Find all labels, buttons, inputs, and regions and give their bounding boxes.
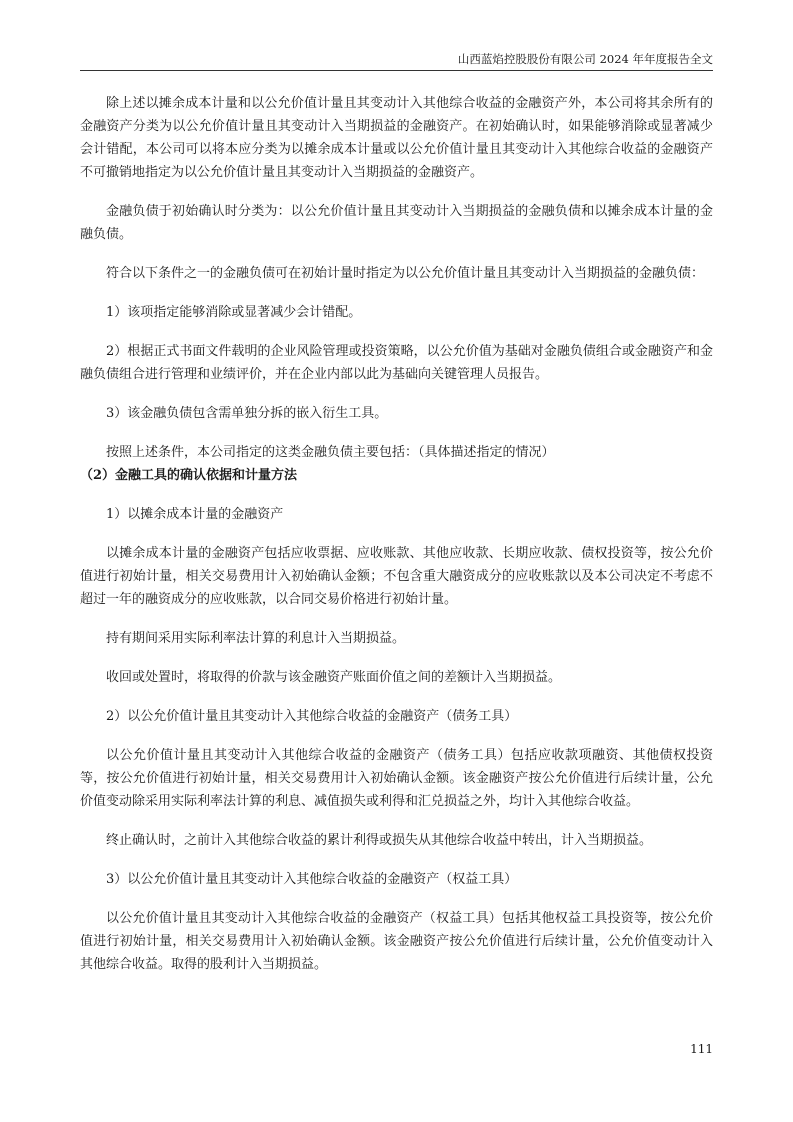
- paragraph: 金融负债于初始确认时分类为：以公允价值计量且其变动计入当期损益的金融负债和以摊余成本计量的金融负债。: [80, 204, 713, 242]
- section-heading: （2）金融工具的确认依据和计量方法: [80, 468, 298, 483]
- paragraph: 终止确认时，之前计入其他综合收益的累计利得或损失从其他综合收益中转出，计入当期损益。: [106, 833, 653, 848]
- paragraph: 除上述以摊余成本计量和以公允价值计量且其变动计入其他综合收益的金融资产外，本公司将其余所有的金融资产分类为以公允价值计量且其变动计入当期损益的金融资产。在初始确认时，如果能够消除或显著减少会计错配，本公司可以将本应分类为以摊余成本计量或以公允价值计量且其变动计入其他综合收益的金融资产不可撤销地指定为以公允价值计量且其变动计入当期损益的金融资产。: [80, 96, 713, 180]
- paragraph: 收回或处置时，将取得的价款与该金融资产账面价值之间的差额计入当期损益。: [106, 670, 562, 685]
- header-title: 山西蓝焰控股股份有限公司 2024 年年度报告全文: [457, 52, 713, 66]
- subsection-heading: 2）以公允价值计量且其变动计入其他综合收益的金融资产（债务工具）: [106, 709, 518, 724]
- page-number: 111: [690, 1042, 713, 1056]
- list-item: 1）该项指定能够消除或显著减少会计错配。: [106, 305, 362, 320]
- subsection-heading: 1）以摊余成本计量的金融资产: [106, 507, 284, 522]
- paragraph: 持有期间采用实际利率法计算的利息计入当期损益。: [106, 631, 406, 646]
- paragraph: 以摊余成本计量的金融资产包括应收票据、应收账款、其他应收款、长期应收款、债权投资等，按公允价值进行初始计量，相关交易费用计入初始确认金额；不包含重大融资成分的应收账款以及本公司决定不考虑不超过一年的融资成分的应收账款，以合同交易价格进行初始计量。: [80, 546, 713, 607]
- list-item: 2）根据正式书面文件载明的企业风险管理或投资策略，以公允价值为基础对金融负债组合或金融资产和金融负债组合进行管理和业绩评价，并在企业内部以此为基础向关键管理人员报告。: [80, 344, 713, 382]
- paragraph: 符合以下条件之一的金融负债可在初始计量时指定为以公允价值计量且其变动计入当期损益的金融负债：: [106, 266, 705, 281]
- subsection-heading: 3）以公允价值计量且其变动计入其他综合收益的金融资产（权益工具）: [106, 872, 518, 887]
- document-body: [80, 92, 713, 976]
- paragraph: 按照上述条件，本公司指定的这类金融负债主要包括：（具体描述指定的情况）: [106, 445, 555, 460]
- page-header: [80, 50, 713, 71]
- paragraph: 以公允价值计量且其变动计入其他综合收益的金融资产（权益工具）包括其他权益工具投资等，按公允价值进行初始计量，相关交易费用计入初始确认金额。该金融资产按公允价值进行后续计量，公允价值变动计入其他综合收益。取得的股利计入当期损益。: [80, 911, 713, 972]
- list-item: 3）该金融负债包含需单独分拆的嵌入衍生工具。: [106, 406, 388, 421]
- paragraph: 以公允价值计量且其变动计入其他综合收益的金融资产（债务工具）包括应收款项融资、其他债权投资等，按公允价值进行初始计量，相关交易费用计入初始确认金额。该金融资产按公允价值进行后续计量，公允价值变动除采用实际利率法计算的利息、减值损失或利得和汇兑损益之外，均计入其他综合收益。: [80, 748, 713, 809]
